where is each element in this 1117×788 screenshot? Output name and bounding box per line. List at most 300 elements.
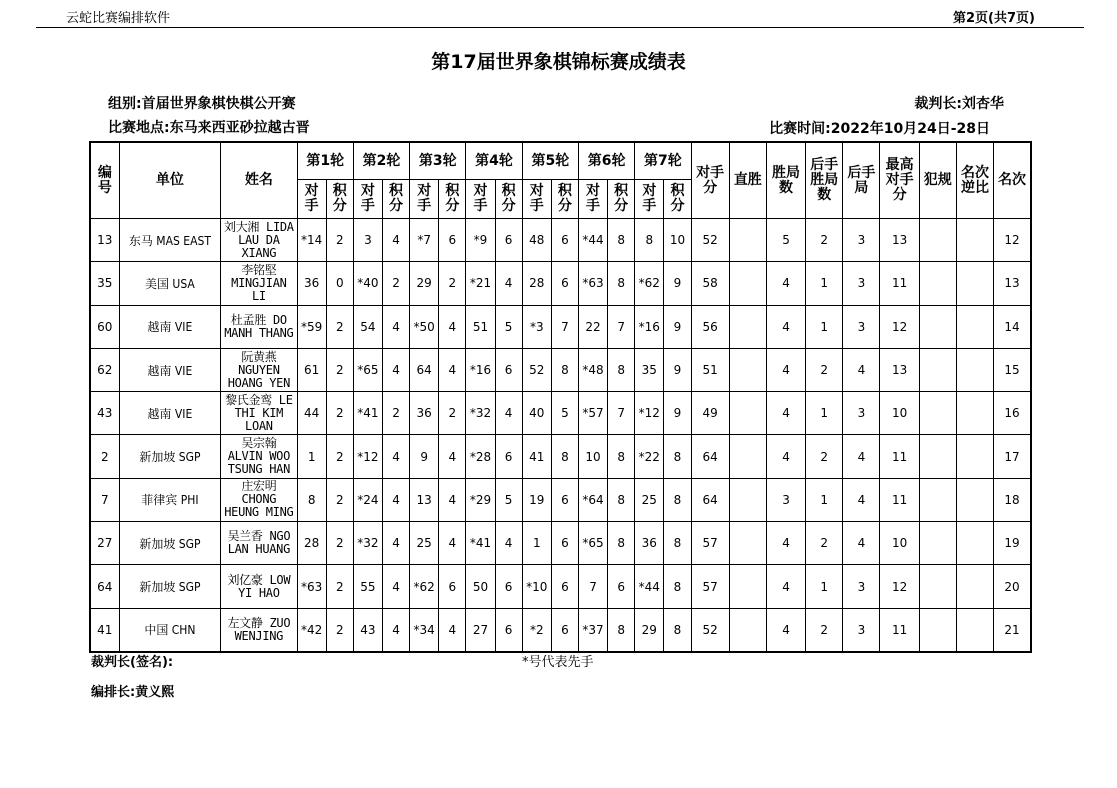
round-2-opponent: 54 bbox=[353, 305, 382, 348]
round-4-points: 6 bbox=[495, 219, 522, 262]
round-5-opponent: *2 bbox=[522, 608, 551, 652]
round-2-points: 4 bbox=[382, 348, 409, 391]
table-row bbox=[90, 392, 1031, 435]
round-2-opponent: *32 bbox=[353, 522, 382, 565]
foul bbox=[919, 348, 956, 391]
round-1-points: 2 bbox=[326, 348, 353, 391]
second-move-games: 3 bbox=[843, 305, 880, 348]
second-move-games: 3 bbox=[843, 565, 880, 608]
round-3-opponent: 13 bbox=[410, 478, 439, 521]
round-1-points: 2 bbox=[326, 565, 353, 608]
player-name: 刘亿豪 LOW YI HAO bbox=[221, 565, 297, 608]
second-move-wins: 2 bbox=[806, 435, 843, 478]
round-1-opponent: 8 bbox=[297, 478, 326, 521]
round-4-points: 4 bbox=[495, 262, 522, 305]
round-6-points: 8 bbox=[608, 522, 635, 565]
round-2-opponent: 43 bbox=[353, 608, 382, 652]
round-7-opponent: 8 bbox=[635, 219, 664, 262]
direct-win bbox=[729, 435, 766, 478]
round-5-opponent: 52 bbox=[522, 348, 551, 391]
direct-win bbox=[729, 478, 766, 521]
round-1-opponent: *42 bbox=[297, 608, 326, 652]
round-6-points: 7 bbox=[608, 305, 635, 348]
round-2-opponent: *12 bbox=[353, 435, 382, 478]
player-unit: 东马 MAS EAST bbox=[119, 219, 221, 262]
round-3-opponent: 9 bbox=[410, 435, 439, 478]
rank: 15 bbox=[994, 348, 1031, 391]
foul bbox=[919, 522, 956, 565]
rank-ratio bbox=[956, 262, 993, 305]
table-row bbox=[90, 565, 1031, 608]
foul bbox=[919, 565, 956, 608]
round-7-points: 8 bbox=[664, 608, 691, 652]
wins-count: 3 bbox=[766, 478, 805, 521]
header-round-2-opponent: 对手 bbox=[353, 180, 382, 219]
table-row bbox=[90, 522, 1031, 565]
header-round-1-points: 积分 bbox=[326, 180, 353, 219]
chief-referee-label: 裁判长:刘杏华 bbox=[914, 96, 1004, 112]
direct-win bbox=[729, 608, 766, 652]
opponent-score: 57 bbox=[691, 565, 729, 608]
round-6-opponent: 22 bbox=[578, 305, 607, 348]
header-round-3: 第3轮 bbox=[410, 142, 466, 180]
round-3-opponent: 64 bbox=[410, 348, 439, 391]
round-4-opponent: *29 bbox=[466, 478, 495, 521]
rank-ratio bbox=[956, 392, 993, 435]
round-2-points: 4 bbox=[382, 522, 409, 565]
round-4-opponent: *41 bbox=[466, 522, 495, 565]
round-7-opponent: *62 bbox=[635, 262, 664, 305]
second-move-wins: 1 bbox=[806, 565, 843, 608]
round-3-opponent: 29 bbox=[410, 262, 439, 305]
header-second-wins: 后手胜局数 bbox=[806, 142, 843, 219]
round-1-opponent: 28 bbox=[297, 522, 326, 565]
time-label: 比赛时间:2022年10月24日-28日 bbox=[769, 121, 990, 137]
player-name: 李铭堅 MINGJIAN LI bbox=[221, 262, 297, 305]
opponent-score: 52 bbox=[691, 608, 729, 652]
round-7-points: 9 bbox=[664, 348, 691, 391]
header-round-3-points: 积分 bbox=[439, 180, 466, 219]
player-unit: 越南 VIE bbox=[119, 348, 221, 391]
round-2-opponent: *41 bbox=[353, 392, 382, 435]
header-round-7: 第7轮 bbox=[635, 142, 691, 180]
round-2-points: 4 bbox=[382, 478, 409, 521]
max-opponent-score: 12 bbox=[880, 565, 919, 608]
round-2-points: 4 bbox=[382, 608, 409, 652]
header-round-5-opponent: 对手 bbox=[522, 180, 551, 219]
round-3-points: 6 bbox=[439, 219, 466, 262]
rank-ratio bbox=[956, 608, 993, 652]
foul bbox=[919, 478, 956, 521]
round-7-points: 10 bbox=[664, 219, 691, 262]
round-4-points: 5 bbox=[495, 478, 522, 521]
round-4-points: 6 bbox=[495, 435, 522, 478]
header-round-3-opponent: 对手 bbox=[410, 180, 439, 219]
group-label: 组别:首届世界象棋快棋公开赛 bbox=[108, 96, 296, 112]
second-move-games: 4 bbox=[843, 522, 880, 565]
table-row bbox=[90, 435, 1031, 478]
page-title: 第17届世界象棋锦标赛成绩表 bbox=[431, 51, 686, 73]
player-number: 7 bbox=[90, 478, 119, 521]
round-1-points: 2 bbox=[326, 392, 353, 435]
player-number: 60 bbox=[90, 305, 119, 348]
round-5-opponent: *10 bbox=[522, 565, 551, 608]
round-4-points: 6 bbox=[495, 608, 522, 652]
header-round-4-points: 积分 bbox=[495, 180, 522, 219]
header-direct: 直胜 bbox=[729, 142, 766, 219]
round-6-opponent: *57 bbox=[578, 392, 607, 435]
round-4-opponent: 51 bbox=[466, 305, 495, 348]
opponent-score: 51 bbox=[691, 348, 729, 391]
round-7-opponent: 29 bbox=[635, 608, 664, 652]
foul bbox=[919, 392, 956, 435]
player-unit: 美国 USA bbox=[119, 262, 221, 305]
round-7-opponent: 35 bbox=[635, 348, 664, 391]
rank-ratio bbox=[956, 478, 993, 521]
round-1-points: 2 bbox=[326, 435, 353, 478]
player-number: 27 bbox=[90, 522, 119, 565]
rank: 18 bbox=[994, 478, 1031, 521]
round-7-opponent: *44 bbox=[635, 565, 664, 608]
rank-ratio bbox=[956, 219, 993, 262]
second-move-wins: 2 bbox=[806, 219, 843, 262]
round-1-points: 2 bbox=[326, 478, 353, 521]
round-5-opponent: 1 bbox=[522, 522, 551, 565]
table-row bbox=[90, 608, 1031, 652]
header-second-games: 后手局 bbox=[843, 142, 880, 219]
direct-win bbox=[729, 522, 766, 565]
round-2-points: 4 bbox=[382, 219, 409, 262]
second-move-wins: 1 bbox=[806, 262, 843, 305]
foul bbox=[919, 435, 956, 478]
app-name: 云蛇比赛编排软件 bbox=[66, 11, 171, 26]
round-1-points: 2 bbox=[326, 305, 353, 348]
round-2-opponent: *65 bbox=[353, 348, 382, 391]
round-5-opponent: 41 bbox=[522, 435, 551, 478]
round-5-opponent: 40 bbox=[522, 392, 551, 435]
round-7-opponent: 25 bbox=[635, 478, 664, 521]
round-7-opponent: *22 bbox=[635, 435, 664, 478]
opponent-score: 64 bbox=[691, 435, 729, 478]
first-move-note: *号代表先手 bbox=[522, 655, 594, 670]
wins-count: 4 bbox=[766, 392, 805, 435]
rank-ratio bbox=[956, 522, 993, 565]
wins-count: 4 bbox=[766, 305, 805, 348]
round-1-points: 2 bbox=[326, 608, 353, 652]
player-number: 62 bbox=[90, 348, 119, 391]
round-1-opponent: 36 bbox=[297, 262, 326, 305]
player-number: 43 bbox=[90, 392, 119, 435]
header-round-6-opponent: 对手 bbox=[578, 180, 607, 219]
rank: 13 bbox=[994, 262, 1031, 305]
player-number: 13 bbox=[90, 219, 119, 262]
round-5-points: 6 bbox=[551, 608, 578, 652]
max-opponent-score: 10 bbox=[880, 522, 919, 565]
rank-ratio bbox=[956, 435, 993, 478]
wins-count: 4 bbox=[766, 608, 805, 652]
header-divider bbox=[36, 27, 1084, 28]
round-5-points: 6 bbox=[551, 219, 578, 262]
player-name: 阮黄燕 NGUYEN HOANG YEN bbox=[221, 348, 297, 391]
max-opponent-score: 13 bbox=[880, 348, 919, 391]
results-table bbox=[89, 141, 1032, 653]
round-2-points: 4 bbox=[382, 565, 409, 608]
second-move-games: 4 bbox=[843, 435, 880, 478]
second-move-wins: 1 bbox=[806, 305, 843, 348]
rank-ratio bbox=[956, 305, 993, 348]
max-opponent-score: 11 bbox=[880, 435, 919, 478]
round-2-opponent: 55 bbox=[353, 565, 382, 608]
header-round-5-points: 积分 bbox=[551, 180, 578, 219]
page-info: 第2页(共7页) bbox=[953, 11, 1035, 26]
second-move-games: 3 bbox=[843, 608, 880, 652]
round-6-opponent: *37 bbox=[578, 608, 607, 652]
header-round-6: 第6轮 bbox=[578, 142, 634, 180]
wins-count: 4 bbox=[766, 262, 805, 305]
player-unit: 新加坡 SGP bbox=[119, 435, 221, 478]
max-opponent-score: 11 bbox=[880, 608, 919, 652]
round-7-points: 9 bbox=[664, 262, 691, 305]
second-move-wins: 1 bbox=[806, 478, 843, 521]
round-6-points: 8 bbox=[608, 348, 635, 391]
opponent-score: 52 bbox=[691, 219, 729, 262]
round-6-points: 8 bbox=[608, 435, 635, 478]
player-name: 刘大湘 LIDA LAU DA XIANG bbox=[221, 219, 297, 262]
round-5-opponent: 48 bbox=[522, 219, 551, 262]
round-4-opponent: *32 bbox=[466, 392, 495, 435]
player-number: 41 bbox=[90, 608, 119, 652]
round-3-points: 4 bbox=[439, 305, 466, 348]
arranger-label: 编排长:黄义熙 bbox=[91, 685, 175, 700]
round-2-points: 4 bbox=[382, 305, 409, 348]
header-no: 编号 bbox=[90, 142, 119, 219]
second-move-wins: 2 bbox=[806, 348, 843, 391]
round-6-opponent: *44 bbox=[578, 219, 607, 262]
wins-count: 4 bbox=[766, 565, 805, 608]
opponent-score: 56 bbox=[691, 305, 729, 348]
player-name: 吴宗翰 ALVIN WOO TSUNG HAN bbox=[221, 435, 297, 478]
rank-ratio bbox=[956, 348, 993, 391]
second-move-games: 3 bbox=[843, 392, 880, 435]
round-3-opponent: *34 bbox=[410, 608, 439, 652]
header-round-1: 第1轮 bbox=[297, 142, 353, 180]
wins-count: 4 bbox=[766, 435, 805, 478]
round-4-opponent: *28 bbox=[466, 435, 495, 478]
round-1-points: 2 bbox=[326, 219, 353, 262]
rank: 17 bbox=[994, 435, 1031, 478]
round-2-opponent: *40 bbox=[353, 262, 382, 305]
round-6-opponent: *64 bbox=[578, 478, 607, 521]
direct-win bbox=[729, 305, 766, 348]
round-5-opponent: 19 bbox=[522, 478, 551, 521]
round-3-points: 4 bbox=[439, 522, 466, 565]
player-number: 64 bbox=[90, 565, 119, 608]
direct-win bbox=[729, 219, 766, 262]
header-rank: 名次 bbox=[994, 142, 1031, 219]
player-name: 杜孟胜 DO MANH THANG bbox=[221, 305, 297, 348]
round-7-opponent: 36 bbox=[635, 522, 664, 565]
round-1-opponent: 61 bbox=[297, 348, 326, 391]
round-1-opponent: 44 bbox=[297, 392, 326, 435]
round-5-points: 8 bbox=[551, 435, 578, 478]
round-7-opponent: *12 bbox=[635, 392, 664, 435]
opponent-score: 57 bbox=[691, 522, 729, 565]
round-3-points: 4 bbox=[439, 608, 466, 652]
second-move-games: 3 bbox=[843, 219, 880, 262]
round-7-points: 9 bbox=[664, 305, 691, 348]
round-4-points: 4 bbox=[495, 392, 522, 435]
round-2-opponent: 3 bbox=[353, 219, 382, 262]
rank: 21 bbox=[994, 608, 1031, 652]
round-3-opponent: 25 bbox=[410, 522, 439, 565]
player-unit: 中国 CHN bbox=[119, 608, 221, 652]
round-1-points: 0 bbox=[326, 262, 353, 305]
round-6-opponent: 7 bbox=[578, 565, 607, 608]
round-6-points: 7 bbox=[608, 392, 635, 435]
header-unit: 单位 bbox=[119, 142, 221, 219]
foul bbox=[919, 305, 956, 348]
venue-label: 比赛地点:东马来西亚砂拉越古晋 bbox=[108, 120, 310, 136]
round-4-points: 4 bbox=[495, 522, 522, 565]
header-round-2: 第2轮 bbox=[353, 142, 409, 180]
round-3-points: 2 bbox=[439, 262, 466, 305]
max-opponent-score: 11 bbox=[880, 262, 919, 305]
rank-ratio bbox=[956, 565, 993, 608]
max-opponent-score: 10 bbox=[880, 392, 919, 435]
second-move-games: 3 bbox=[843, 262, 880, 305]
table-row bbox=[90, 305, 1031, 348]
rank: 20 bbox=[994, 565, 1031, 608]
round-4-opponent: *9 bbox=[466, 219, 495, 262]
player-name: 庄宏明 CHONG HEUNG MING bbox=[221, 478, 297, 521]
round-2-points: 2 bbox=[382, 392, 409, 435]
round-2-points: 4 bbox=[382, 435, 409, 478]
wins-count: 4 bbox=[766, 348, 805, 391]
header-round-7-points: 积分 bbox=[664, 180, 691, 219]
max-opponent-score: 12 bbox=[880, 305, 919, 348]
round-6-opponent: *48 bbox=[578, 348, 607, 391]
round-5-points: 6 bbox=[551, 478, 578, 521]
rank: 16 bbox=[994, 392, 1031, 435]
round-7-points: 9 bbox=[664, 392, 691, 435]
round-7-points: 8 bbox=[664, 435, 691, 478]
header-rank-ratio: 名次逆比 bbox=[956, 142, 993, 219]
round-2-opponent: *24 bbox=[353, 478, 382, 521]
round-6-opponent: *63 bbox=[578, 262, 607, 305]
round-5-points: 6 bbox=[551, 565, 578, 608]
round-5-points: 7 bbox=[551, 305, 578, 348]
table-row bbox=[90, 348, 1031, 391]
round-4-points: 5 bbox=[495, 305, 522, 348]
round-4-opponent: 50 bbox=[466, 565, 495, 608]
round-1-opponent: *59 bbox=[297, 305, 326, 348]
header-wins: 胜局数 bbox=[766, 142, 805, 219]
header-round-4-opponent: 对手 bbox=[466, 180, 495, 219]
round-6-points: 6 bbox=[608, 565, 635, 608]
round-5-points: 6 bbox=[551, 262, 578, 305]
header-round-5: 第5轮 bbox=[522, 142, 578, 180]
max-opponent-score: 11 bbox=[880, 478, 919, 521]
table-row bbox=[90, 219, 1031, 262]
player-number: 2 bbox=[90, 435, 119, 478]
round-4-opponent: *16 bbox=[466, 348, 495, 391]
foul bbox=[919, 608, 956, 652]
round-5-points: 5 bbox=[551, 392, 578, 435]
header-round-4: 第4轮 bbox=[466, 142, 522, 180]
foul bbox=[919, 262, 956, 305]
wins-count: 4 bbox=[766, 522, 805, 565]
round-3-points: 4 bbox=[439, 478, 466, 521]
player-unit: 越南 VIE bbox=[119, 305, 221, 348]
round-7-opponent: *16 bbox=[635, 305, 664, 348]
round-3-points: 4 bbox=[439, 435, 466, 478]
header-round-1-opponent: 对手 bbox=[297, 180, 326, 219]
round-4-opponent: 27 bbox=[466, 608, 495, 652]
wins-count: 5 bbox=[766, 219, 805, 262]
second-move-wins: 2 bbox=[806, 608, 843, 652]
round-2-points: 2 bbox=[382, 262, 409, 305]
header-round-6-points: 积分 bbox=[608, 180, 635, 219]
round-3-opponent: 36 bbox=[410, 392, 439, 435]
round-1-points: 2 bbox=[326, 522, 353, 565]
direct-win bbox=[729, 565, 766, 608]
player-unit: 菲律宾 PHI bbox=[119, 478, 221, 521]
second-move-games: 4 bbox=[843, 478, 880, 521]
player-name: 吴兰香 NGO LAN HUANG bbox=[221, 522, 297, 565]
second-move-wins: 1 bbox=[806, 392, 843, 435]
header-opp-score: 对手分 bbox=[691, 142, 729, 219]
table-row bbox=[90, 262, 1031, 305]
header-name: 姓名 bbox=[221, 142, 297, 219]
player-unit: 新加坡 SGP bbox=[119, 522, 221, 565]
header-round-7-opponent: 对手 bbox=[635, 180, 664, 219]
round-6-points: 8 bbox=[608, 219, 635, 262]
rank: 19 bbox=[994, 522, 1031, 565]
player-unit: 越南 VIE bbox=[119, 392, 221, 435]
player-name: 左文静 ZUO WENJING bbox=[221, 608, 297, 652]
round-1-opponent: 1 bbox=[297, 435, 326, 478]
direct-win bbox=[729, 348, 766, 391]
second-move-wins: 2 bbox=[806, 522, 843, 565]
header-foul: 犯规 bbox=[919, 142, 956, 219]
player-number: 35 bbox=[90, 262, 119, 305]
header-max-opp: 最高对手分 bbox=[880, 142, 919, 219]
direct-win bbox=[729, 392, 766, 435]
round-7-points: 8 bbox=[664, 565, 691, 608]
round-7-points: 8 bbox=[664, 522, 691, 565]
opponent-score: 58 bbox=[691, 262, 729, 305]
max-opponent-score: 13 bbox=[880, 219, 919, 262]
header-round-2-points: 积分 bbox=[382, 180, 409, 219]
table-row bbox=[90, 478, 1031, 521]
round-5-opponent: *3 bbox=[522, 305, 551, 348]
round-4-points: 6 bbox=[495, 565, 522, 608]
rank: 14 bbox=[994, 305, 1031, 348]
round-6-points: 8 bbox=[608, 608, 635, 652]
round-3-opponent: *7 bbox=[410, 219, 439, 262]
opponent-score: 64 bbox=[691, 478, 729, 521]
player-unit: 新加坡 SGP bbox=[119, 565, 221, 608]
round-6-points: 8 bbox=[608, 478, 635, 521]
second-move-games: 4 bbox=[843, 348, 880, 391]
foul bbox=[919, 219, 956, 262]
round-6-opponent: *65 bbox=[578, 522, 607, 565]
round-3-opponent: *62 bbox=[410, 565, 439, 608]
round-3-opponent: *50 bbox=[410, 305, 439, 348]
round-4-opponent: *21 bbox=[466, 262, 495, 305]
direct-win bbox=[729, 262, 766, 305]
round-5-points: 6 bbox=[551, 522, 578, 565]
